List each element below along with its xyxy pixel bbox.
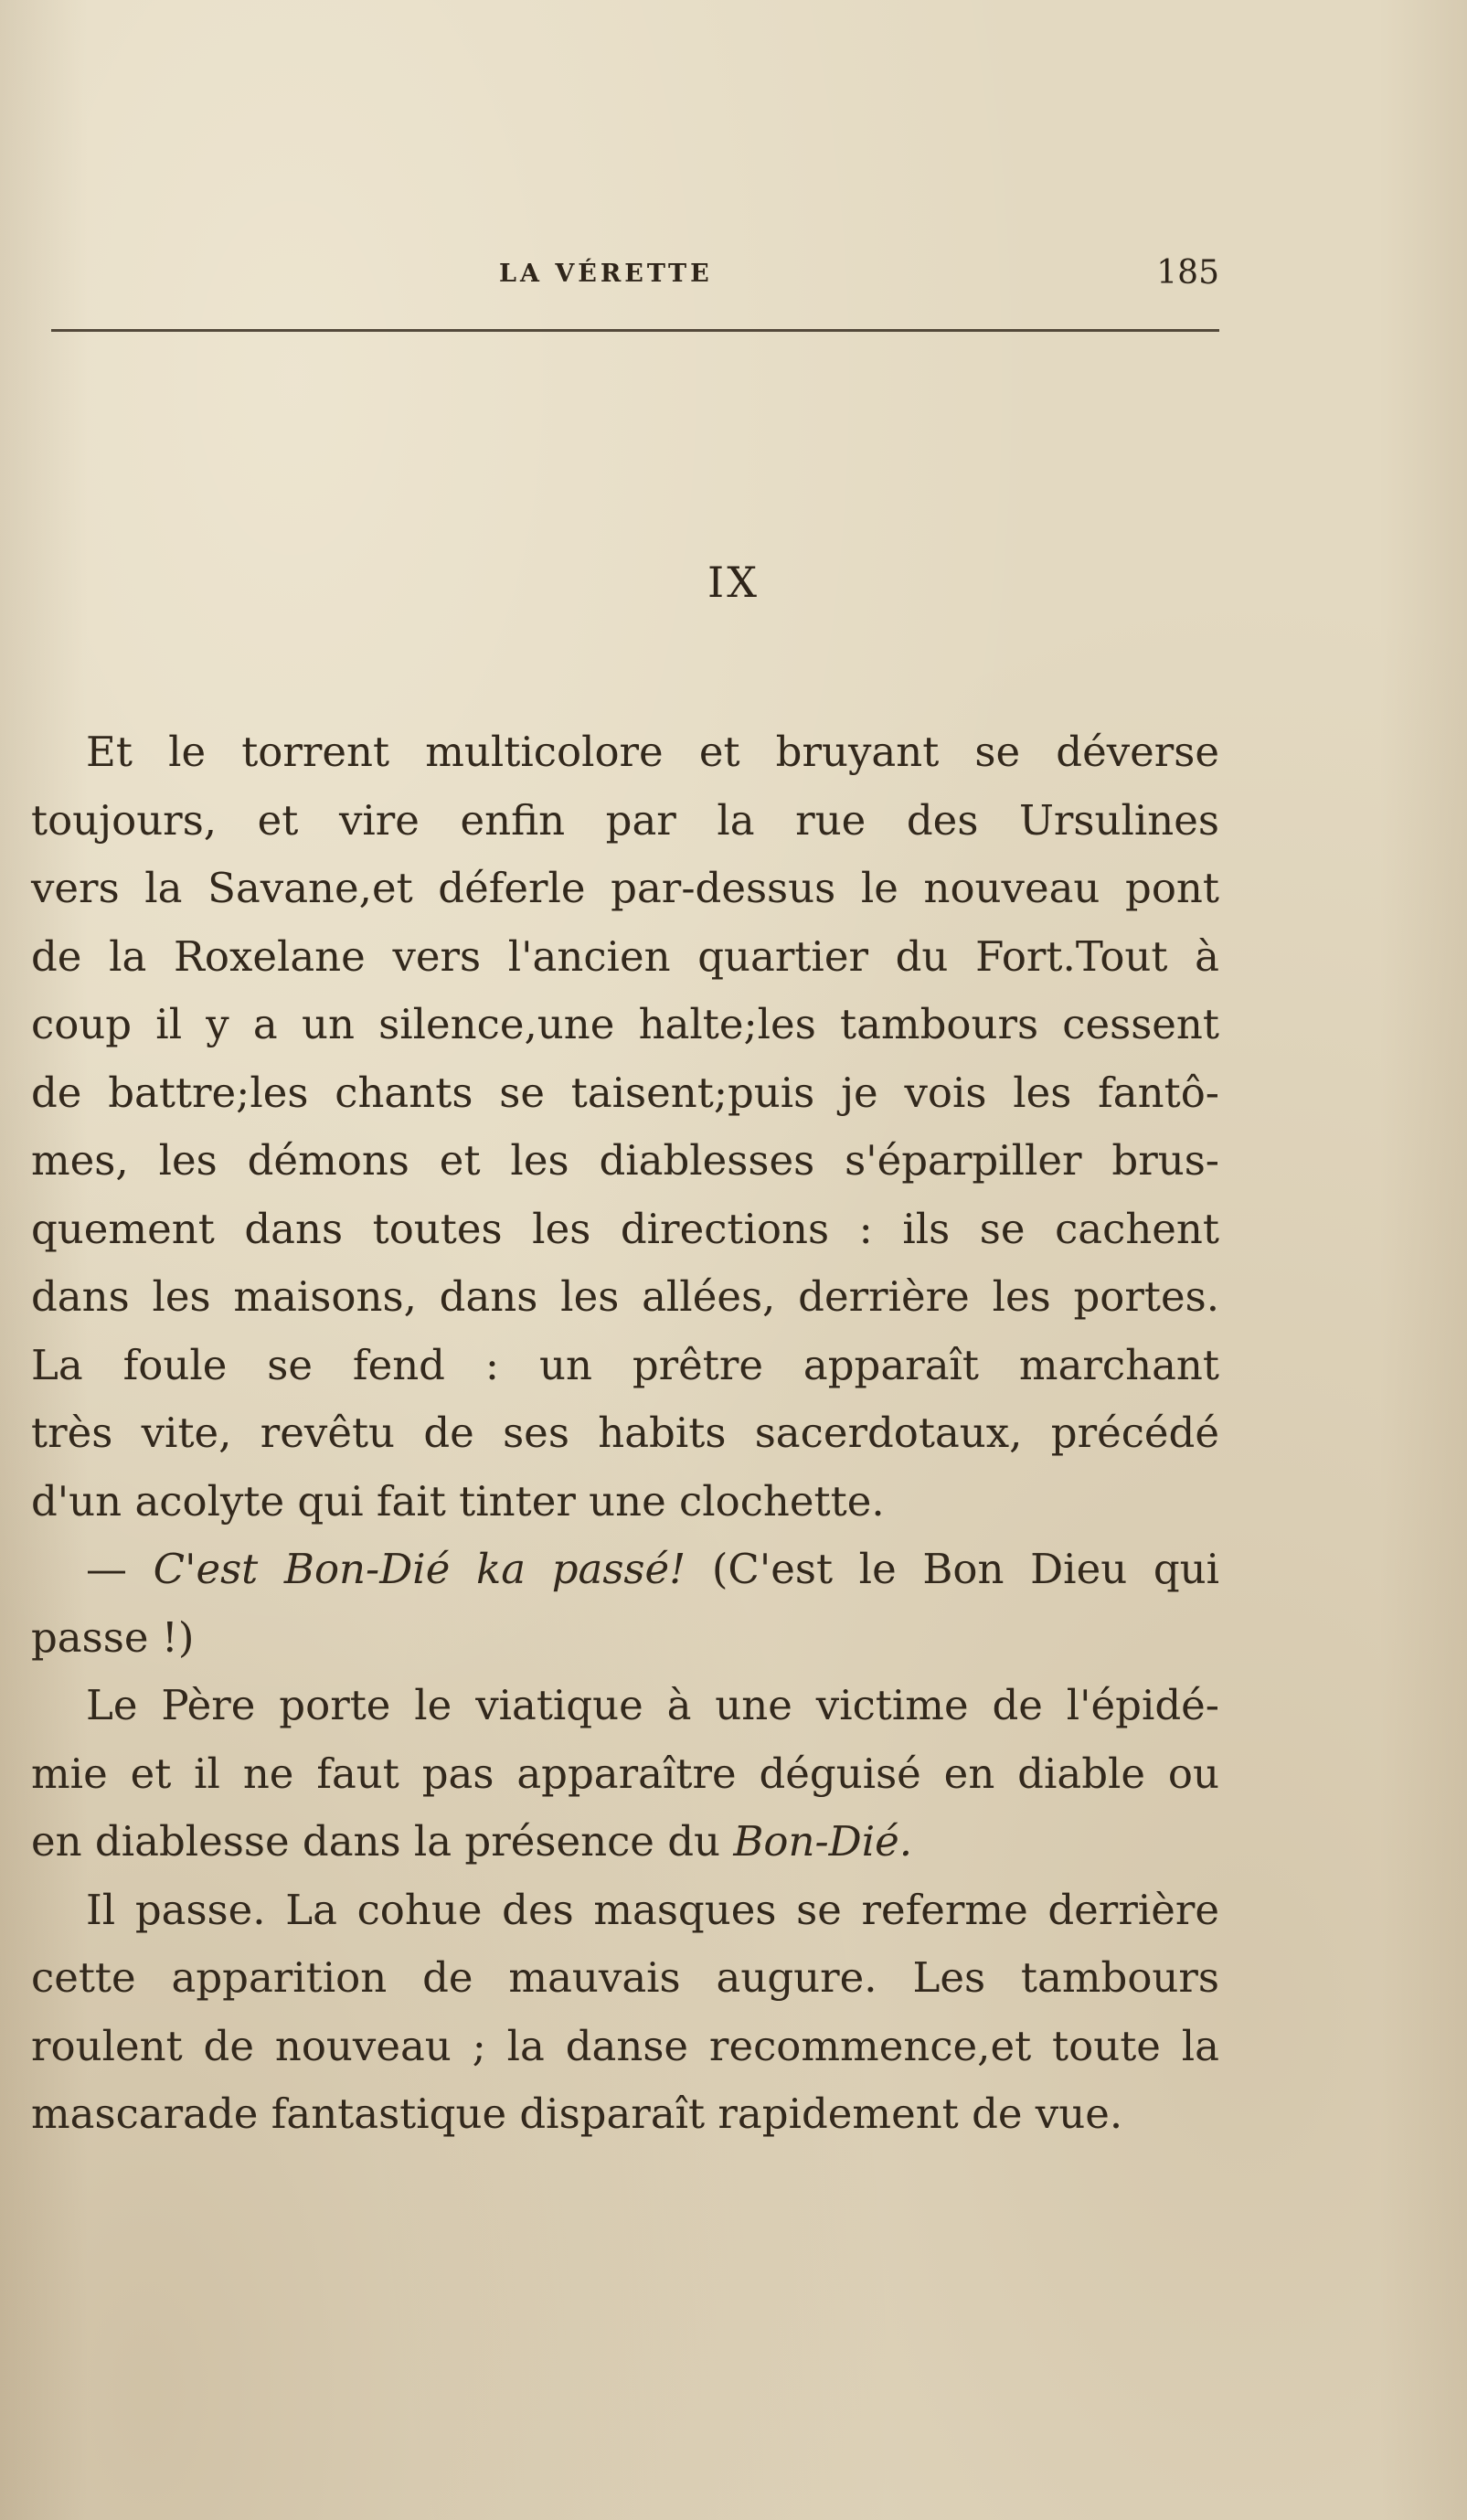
text-line: La foule se fend : un prêtre apparaît marchant xyxy=(31,1340,1219,1389)
text-line: cette apparition de mauvais augure. Les tambours xyxy=(31,1953,1219,2002)
creole-quote: C'est Bon-Dié ka passé! xyxy=(153,1545,686,1593)
text-line: Il passe. La cohue des masques se referme derrière xyxy=(86,1885,1219,1934)
quote-dash: — xyxy=(86,1545,127,1593)
bon-die-italic: Bon-Dié. xyxy=(733,1817,913,1866)
running-title: LA VÉRETTE xyxy=(499,260,713,288)
text-line: quement dans toutes les directions : ils se cachent xyxy=(31,1204,1219,1253)
para-end-text: en diablesse dans la présence du xyxy=(31,1817,721,1866)
text-line: de la Roxelane vers l'ancien quartier du Fort.Tout à xyxy=(31,931,1219,981)
text-line: toujours, et vire enfin par la rue des Ursulines xyxy=(31,795,1219,845)
text-line: coup il y a un silence,une halte;les tambours cessent xyxy=(31,1000,1219,1048)
text-line: vers la Savane,et déferle par-dessus le nouveau pont xyxy=(31,864,1219,912)
text-line: très vite, revêtu de ses habits sacerdotaux, précédé xyxy=(31,1409,1219,1457)
text-line xyxy=(31,1808,1219,1877)
text-line: mes, les démons et les diablesses s'éparpiller brus- xyxy=(31,1136,1219,1185)
body-text xyxy=(31,718,1219,2149)
text-line: de battre;les chants se taisent;puis je vois les fantô- xyxy=(31,1068,1219,1117)
text-line: passe !) xyxy=(31,1612,195,1662)
text-line: mascarade fantastique disparaît rapidement de vue. xyxy=(31,2089,1123,2138)
text-line: dans les maisons, dans les allées, derrière les portes. xyxy=(31,1272,1219,1321)
text-line: Le Père porte le viatique à une victime de l'épidé- xyxy=(86,1681,1219,1729)
quote-line xyxy=(31,1536,1219,1604)
text-line: mie et il ne faut pas apparaître déguisé en diable ou xyxy=(31,1749,1219,1798)
quote-translation: (C'est le Bon Dieu qui xyxy=(711,1545,1219,1593)
text-line: d'un acolyte qui fait tinter une clochette. xyxy=(31,1476,885,1526)
header-rule xyxy=(51,329,1219,332)
page-number: 185 xyxy=(1156,254,1219,292)
chapter-number: IX xyxy=(707,558,760,607)
text-line: roulent de nouveau ; la danse recommence,et toute la xyxy=(31,2021,1219,2070)
text-line: Et le torrent multicolore et bruyant se déverse xyxy=(86,728,1219,776)
running-head xyxy=(51,247,1219,302)
